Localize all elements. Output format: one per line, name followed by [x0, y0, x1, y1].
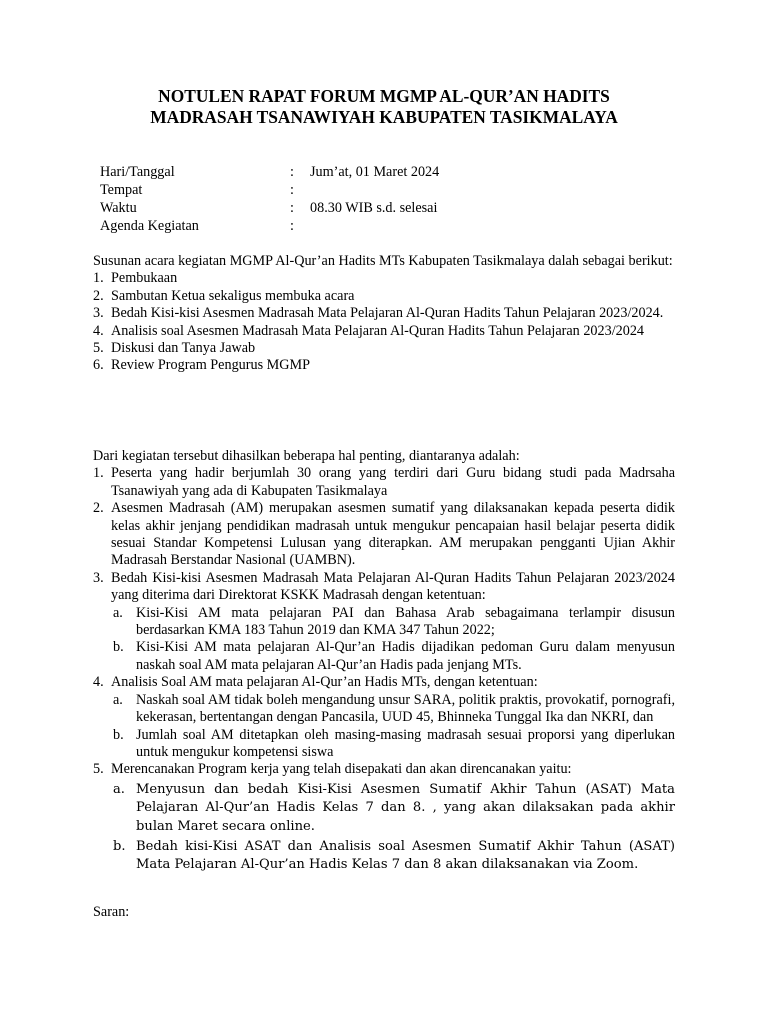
document-title	[60, 86, 708, 128]
sub-list	[111, 692, 675, 762]
list-item	[93, 340, 675, 357]
sub-item-text: Kisi-Kisi AM mata pelajaran PAI dan Bahasa Arab sebagaimana terlampir disusun berdasarkan KMA 183 Tahun 2019 dan KMA 347 Tahun 2022;	[136, 604, 675, 639]
sub-item-letter: a.	[113, 781, 125, 797]
results-intro: Dari kegiatan tersebut dihasilkan beberapa hal penting, diantaranya adalah:	[93, 448, 520, 464]
meeting-info	[100, 163, 439, 235]
sub-list-item	[93, 838, 675, 875]
item-text: Diskusi dan Tanya Jawab	[111, 340, 256, 357]
item-number: 2.	[93, 500, 104, 517]
sub-list-item	[93, 692, 675, 727]
list-item	[93, 761, 675, 874]
agenda-list	[93, 270, 675, 374]
sub-item-text: Menyusun dan bedah Kisi-Kisi Asesmen Sumatif Akhir Tahun (ASAT) Mata Pelajaran Al-Qur’an Hadis Kelas 7 dan 8. , yang akan dilaksakan pada akhir bulan Maret secara online.	[136, 781, 675, 834]
item-number: 2.	[93, 287, 104, 304]
item-text: Bedah Kisi-kisi Asesmen Madrasah Mata Pelajaran Al-Quran Hadits Tahun Pelajaran 2023/2024 yang diterima dari Direktorat KSKK Madrasah dengan ketentuan:	[111, 569, 675, 604]
sub-list	[111, 781, 675, 875]
item-number: 1.	[93, 270, 104, 287]
item-number: 1.	[93, 465, 104, 482]
sub-list-item	[93, 605, 675, 640]
item-number: 3.	[93, 305, 104, 322]
results-list	[93, 465, 675, 874]
list-item	[93, 465, 675, 500]
sub-item-letter: a.	[113, 691, 123, 708]
agenda-intro: Susunan acara kegiatan MGMP Al-Qur’an Hadits MTs Kabupaten Tasikmalaya dalah sebagai berikut:	[93, 253, 673, 269]
sub-list-item	[93, 727, 675, 762]
list-item	[93, 270, 675, 287]
results-section	[93, 448, 675, 875]
list-item	[93, 500, 675, 570]
item-number: 6.	[93, 357, 104, 374]
item-number: 4.	[93, 674, 104, 691]
list-item	[93, 288, 675, 305]
item-text: Analisis Soal AM mata pelajaran Al-Qur’an Hadis MTs, dengan ketentuan:	[111, 674, 538, 691]
saran-label: Saran:	[93, 904, 130, 920]
item-text: Analisis soal Asesmen Madrasah Mata Pelajaran Al-Quran Hadits Tahun Pelajaran 2023/2024	[111, 322, 645, 339]
info-label: Tempat	[100, 182, 143, 198]
item-text: Asesmen Madrasah (AM) merupakan asesmen sumatif yang dilaksanakan kepada peserta didik kelas akhir jenjang pendidikan madrasah untuk mengukur pencapaian hasil belajar peserta didik sesuai Standar Kompetensi Lulusan yang diterapkan. AM merupakan pengganti Ujian Akhir Madrasah Berstandar Nasional (UAMBN).	[111, 500, 675, 569]
sub-item-letter: a.	[113, 604, 123, 621]
sub-list-item	[93, 639, 675, 674]
item-text: Sambutan Ketua sekaligus membuka acara	[111, 287, 355, 304]
info-label: Waktu	[100, 200, 137, 216]
info-row-time	[100, 199, 439, 217]
item-text: Peserta yang hadir berjumlah 30 orang yang terdiri dari Guru bidang studi pada Madrsaha Tsanawiyah yang ada di Kabupaten Tasikmalaya	[111, 465, 675, 499]
list-item	[93, 674, 675, 761]
item-number: 4.	[93, 322, 104, 339]
item-text: Bedah Kisi-kisi Asesmen Madrasah Mata Pelajaran Al-Quran Hadits Tahun Pelajaran 2023/2024.	[111, 305, 664, 322]
info-value: 08.30 WIB s.d. selesai	[310, 200, 438, 216]
info-colon: :	[290, 182, 294, 198]
sub-item-letter: b.	[113, 726, 124, 743]
info-row-date	[100, 163, 439, 181]
item-number: 5.	[93, 340, 104, 357]
info-colon: :	[290, 218, 294, 234]
title-line-1: NOTULEN RAPAT FORUM MGMP AL-QUR’AN HADITS	[158, 86, 610, 106]
title-line-2: MADRASAH TSANAWIYAH KABUPATEN TASIKMALAYA	[150, 107, 618, 127]
sub-list	[111, 605, 675, 675]
info-value: Jum’at, 01 Maret 2024	[310, 164, 440, 180]
list-item	[93, 357, 675, 374]
info-colon: :	[290, 164, 294, 180]
agenda-section	[93, 253, 675, 375]
item-number: 5.	[93, 761, 104, 778]
item-text: Review Program Pengurus MGMP	[111, 357, 311, 374]
sub-item-text: Kisi-Kisi AM mata pelajaran Al-Qur’an Hadis dijadikan pedoman Guru dalam menyusun naskah soal AM mata pelajaran Al-Qur’an Hadis pada jenjang MTs.	[136, 639, 675, 673]
list-item	[93, 305, 675, 322]
sub-item-text: Naskah soal AM tidak boleh mengandung unsur SARA, politik praktis, provokatif, pornografi, kekerasan, bertentangan dengan Pancasila, UUD 45, Bhinneka Tunggal Ika dan NKRI, dan	[136, 691, 675, 726]
item-number: 3.	[93, 569, 104, 586]
info-label: Hari/Tanggal	[100, 164, 175, 180]
sub-item-letter: b.	[113, 639, 124, 656]
sub-item-letter: b.	[113, 838, 126, 854]
sub-item-text: Bedah kisi-Kisi ASAT dan Analisis soal Asesmen Sumatif Akhir Tahun (ASAT) Mata Pelajaran Al-Qur’an Hadis Kelas 7 dan 8 akan dilaksanakan via Zoom.	[136, 838, 675, 873]
list-item	[93, 323, 675, 340]
info-row-agenda	[100, 217, 439, 235]
sub-item-text: Jumlah soal AM ditetapkan oleh masing-masing madrasah sesuai proporsi yang diperlukan untuk mengukur kompetensi siswa	[136, 726, 675, 760]
sub-list-item	[93, 781, 675, 836]
item-text: Merencanakan Program kerja yang telah disepakati dan akan direncanakan yaitu:	[111, 761, 572, 778]
info-row-place	[100, 181, 439, 199]
list-item	[93, 570, 675, 674]
info-colon: :	[290, 200, 294, 216]
info-label: Agenda Kegiatan	[100, 218, 199, 234]
item-text: Pembukaan	[111, 270, 178, 287]
